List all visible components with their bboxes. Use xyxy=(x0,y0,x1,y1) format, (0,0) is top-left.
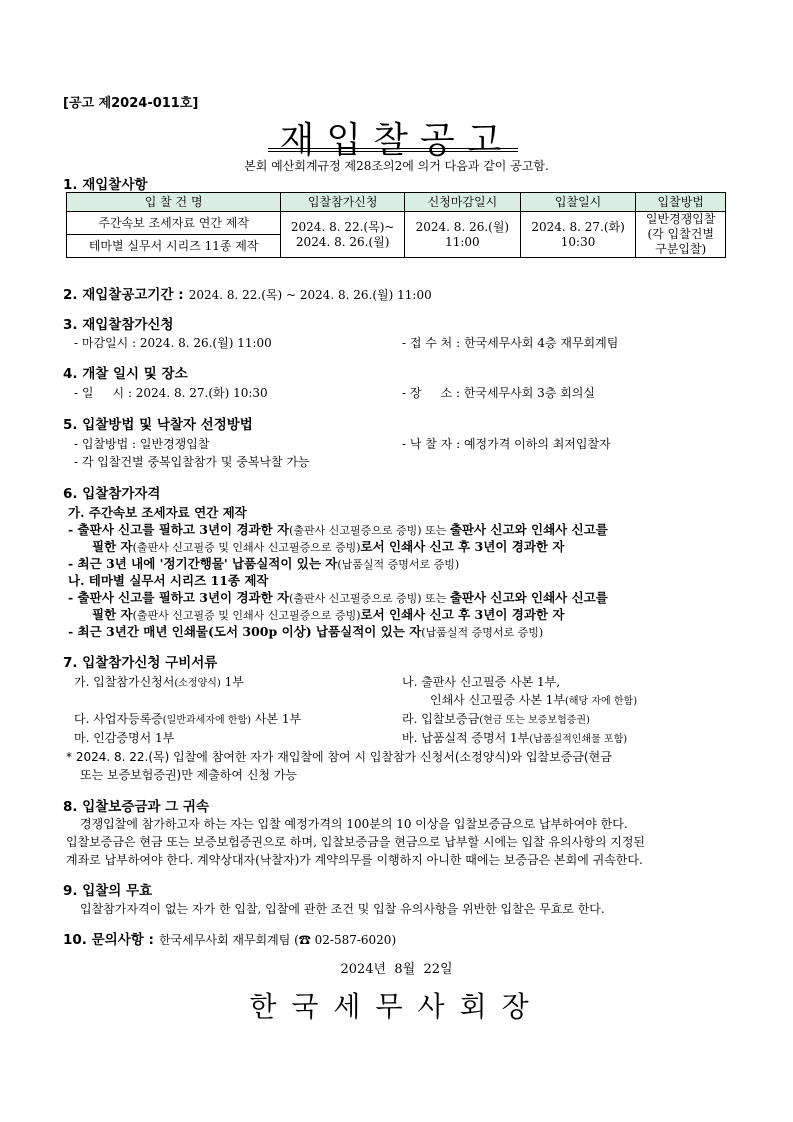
qual-a-2-bold-2: 로서 인쇄사 신고 후 3년이 경과한 자 xyxy=(360,539,565,554)
deposit-line-2: 입찰보증금은 현금 또는 보증보험증권으로 하며, 입찰보증금을 현금으로 납부할 시에는 입찰 유의사항의 지정된 xyxy=(66,835,646,849)
item-1: 주간속보 조세자료 연간 제작 xyxy=(67,212,281,235)
qual-a-2-bold: 필한 자 xyxy=(92,539,133,554)
section-10 xyxy=(63,928,396,948)
doc-ga-tail: 1부 xyxy=(220,675,244,689)
qual-a-line-1 xyxy=(68,520,608,538)
issue-date: 2024년 8월 22일 xyxy=(340,962,453,977)
title-underline-1 xyxy=(268,148,518,149)
qual-b-line-2 xyxy=(92,605,564,623)
qual-a-3-note: (납품실적 증명서로 증빙) xyxy=(337,558,460,571)
doc-da-note: (일반과세자에 한함) xyxy=(162,715,252,726)
invalid-bid-text: 입찰참가자격이 없는 자가 한 입찰, 입찰에 관한 조건 및 입찰 유의사항을 위반한 입찰은 무효로 한다. xyxy=(80,902,605,916)
doc-ga xyxy=(74,673,244,690)
section-10-heading: 10. 문의사항 : xyxy=(63,932,154,948)
qual-b-2-note: (출판사 신고필증 및 인쇄사 신고필증으로 증빙) xyxy=(132,609,361,622)
qual-a-1-note: (출판사 신고필증으로 증빙) 또는 xyxy=(289,524,450,537)
section-9-heading: 9. 입찰의 무효 xyxy=(63,883,153,899)
doc-ba-text: 바. 납품실적 증명서 1부 xyxy=(402,731,530,745)
method-line-3: 구분입찰) xyxy=(655,242,707,256)
section-3-heading: 3. 재입찰참가신청 xyxy=(63,317,174,333)
section-4-heading: 4. 개찰 일시 및 장소 xyxy=(63,366,188,382)
section-5-method: - 입찰방법 : 일반경쟁입찰 xyxy=(74,437,210,451)
section-6-heading: 6. 입찰참가자격 xyxy=(63,486,161,502)
header-method: 입찰방법 xyxy=(636,193,726,212)
issuer-name: 한국세무사회장 xyxy=(249,990,544,1023)
qual-a-2-note: (출판사 신고필증 및 인쇄사 신고필증으로 증빙) xyxy=(132,541,361,554)
section-4-datetime: - 일 시 : 2024. 8. 27.(화) 10:30 xyxy=(74,386,268,400)
header-bid-date: 입찰일시 xyxy=(520,193,636,212)
bid-table xyxy=(66,192,726,258)
qual-a-1-bold-2: 출판사 신고와 인쇄사 신고를 xyxy=(449,522,608,537)
title-underline-2 xyxy=(268,151,518,152)
doc-note-2: 또는 보증보험증권)만 제출하여 신청 가능 xyxy=(80,768,298,782)
qual-b-line-3 xyxy=(68,622,543,640)
qual-b-2-bold-2: 로서 인쇄사 신고 후 3년이 경과한 자 xyxy=(360,607,565,622)
qual-b-3-bold: - 최근 3년간 매년 인쇄물(도서 300p 이상) 납품실적이 있는 자 xyxy=(68,624,422,639)
bid-table-header xyxy=(67,193,726,212)
page-title: 재입찰공고 xyxy=(279,120,514,161)
doc-ra xyxy=(402,710,590,727)
qual-b-title: 나. 테마별 실무서 시리즈 11종 제작 xyxy=(68,573,269,588)
qual-b-1-bold: - 출판사 신고를 필하고 3년이 경과한 자 xyxy=(68,590,290,605)
section-3-deadline: - 마감일시 : 2024. 8. 26.(월) 11:00 xyxy=(74,336,272,350)
bid-date-cell xyxy=(520,212,636,258)
deposit-line-1: 경쟁입찰에 참가하고자 하는 자는 입찰 예정가격의 100분의 10 이상을 입찰보증금으로 납부하여야 한다. xyxy=(80,817,628,831)
doc-na-2 xyxy=(430,691,637,708)
doc-ra-text: 라. 입찰보증금 xyxy=(402,712,480,726)
doc-ba-note: (납품실적인쇄물 포함) xyxy=(529,734,628,745)
qual-b-3-note: (납품실적 증명서로 증빙) xyxy=(421,626,544,639)
section-2 xyxy=(63,283,432,303)
qual-a-line-3 xyxy=(68,554,459,572)
apply-period xyxy=(281,212,405,258)
qual-a-1-bold: - 출판사 신고를 필하고 3년이 경과한 자 xyxy=(68,522,290,537)
qual-a-title: 가. 주간속보 조세자료 연간 제작 xyxy=(68,505,247,520)
apply-end: 2024. 8. 26.(월) xyxy=(295,234,390,249)
qual-a-3-bold: - 최근 3년 내에 '정기간행물' 납품실적이 있는 자 xyxy=(68,556,338,571)
header-apply: 입찰참가신청 xyxy=(281,193,405,212)
apply-start: 2024. 8. 22.(목)~ xyxy=(290,219,395,234)
doc-da xyxy=(74,710,301,727)
doc-ga-text: 가. 입찰참가신청서 xyxy=(74,675,175,689)
section-2-value: 2024. 8. 22.(목) ~ 2024. 8. 26.(월) 11:00 xyxy=(188,288,432,302)
doc-note-1: * 2024. 8. 22.(목) 입찰에 참여한 자가 재입찰에 참여 시 입찰참가 신청서(소정양식)와 입찰보증금(현금 xyxy=(66,750,612,764)
bid-time: 10:30 xyxy=(560,234,596,249)
section-4-place: - 장 소 : 한국세무사회 3층 회의실 xyxy=(402,386,595,400)
section-5-note: - 각 입찰건별 중복입찰참가 및 중복낙찰 가능 xyxy=(74,455,310,469)
doc-da-tail: 사본 1부 xyxy=(251,712,302,726)
section-7-heading: 7. 입찰참가신청 구비서류 xyxy=(63,655,218,671)
doc-na-2-text: 인쇄사 신고필증 사본 1부 xyxy=(430,693,565,707)
header-deadline: 신청마감일시 xyxy=(405,193,521,212)
method-line-1: 일반경쟁입찰 xyxy=(645,212,716,226)
header-item: 입 찰 건 명 xyxy=(67,193,281,212)
doc-ga-note: (소정양식) xyxy=(174,678,221,689)
doc-ra-note: (현금 또는 보증보험증권) xyxy=(479,715,590,726)
deadline-cell xyxy=(405,212,521,258)
doc-na: 나. 출판사 신고필증 사본 1부, xyxy=(402,675,561,689)
table-row xyxy=(67,212,726,235)
section-8-heading: 8. 입찰보증금과 그 귀속 xyxy=(63,799,209,815)
section-1-heading: 1. 재입찰사항 xyxy=(63,177,148,193)
qual-b-1-bold-2: 출판사 신고와 인쇄사 신고를 xyxy=(449,590,608,605)
doc-na-2-note: (해당 자에 한함) xyxy=(565,696,638,707)
method-line-2: (각 입찰건별 xyxy=(647,227,714,241)
deadline-time: 11:00 xyxy=(445,234,480,249)
qual-a-line-2 xyxy=(92,537,564,555)
doc-ma: 마. 인감증명서 1부 xyxy=(74,731,175,745)
intro-text: 본회 예산회계규정 제28조의2에 의거 다음과 같이 공고함. xyxy=(244,159,549,173)
method-cell xyxy=(636,212,726,258)
doc-ba xyxy=(402,729,627,746)
qual-b-2-bold: 필한 자 xyxy=(92,607,133,622)
qual-b-1-note: (출판사 신고필증으로 증빙) 또는 xyxy=(289,592,450,605)
item-2: 테마별 실무서 시리즈 11종 제작 xyxy=(67,235,281,258)
section-5-winner: - 낙 찰 자 : 예정가격 이하의 최저입찰자 xyxy=(402,437,611,451)
section-5-heading: 5. 입찰방법 및 낙찰자 선정방법 xyxy=(63,417,253,433)
doc-da-text: 다. 사업자등록증 xyxy=(74,712,163,726)
section-3-office: - 접 수 처 : 한국세무사회 4층 재무회계팀 xyxy=(402,336,619,350)
deadline-date: 2024. 8. 26.(월) xyxy=(415,219,510,234)
section-2-heading: 2. 재입찰공고기간 : xyxy=(63,287,184,303)
contact-info: 한국세무사회 재무회계팀 (☎ 02-587-6020) xyxy=(158,933,397,947)
deposit-line-3: 계좌로 납부하여야 한다. 계약상대자(낙찰자)가 계약의무를 이행하지 아니한 때에는 보증금은 본회에 귀속한다. xyxy=(66,853,643,867)
qual-b-line-1 xyxy=(68,588,608,606)
bid-date: 2024. 8. 27.(화) xyxy=(531,219,625,234)
notice-number: [공고 제2024-011호] xyxy=(63,96,199,111)
